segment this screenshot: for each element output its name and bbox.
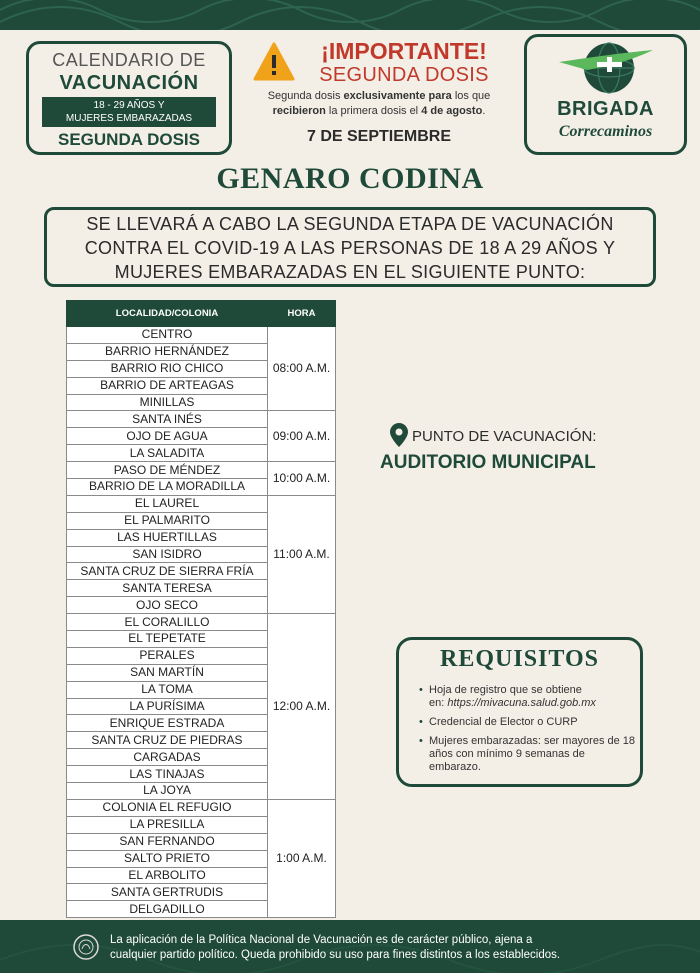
locality-cell: LAS HUERTILLAS bbox=[67, 529, 268, 546]
locality-cell: LAS TINAJAS bbox=[67, 766, 268, 783]
table-row bbox=[67, 495, 336, 512]
locality-cell: SANTA CRUZ DE SIERRA FRÍA bbox=[67, 563, 268, 580]
band-pattern bbox=[0, 0, 700, 30]
locality-cell: EL LAUREL bbox=[67, 495, 268, 512]
brigada-logo-box bbox=[524, 34, 687, 155]
locality-cell: ENRIQUE ESTRADA bbox=[67, 715, 268, 732]
desc-emphasis: recibieron bbox=[272, 105, 326, 117]
desc-part: los que bbox=[451, 90, 491, 102]
time-cell: 1:00 A.M. bbox=[268, 799, 336, 917]
requirement-text: Credencial de Elector o CURP bbox=[429, 716, 578, 728]
footer-line1: La aplicación de la Política Nacional de Vacunación es de carácter público, ajena a bbox=[110, 934, 533, 946]
time-cell: 09:00 A.M. bbox=[268, 411, 336, 462]
locality-cell: SANTA CRUZ DE PIEDRAS bbox=[67, 732, 268, 749]
locality-cell: PASO DE MÉNDEZ bbox=[67, 462, 268, 479]
brigada-subtitle: Correcaminos bbox=[558, 123, 653, 140]
requirement-item bbox=[419, 735, 637, 774]
important-title: ¡IMPORTANTE! bbox=[321, 38, 487, 64]
table-row bbox=[67, 411, 336, 428]
locality-cell: CENTRO bbox=[67, 327, 268, 344]
locality-cell: OJO DE AGUA bbox=[67, 428, 268, 445]
map-pin-icon bbox=[390, 423, 408, 447]
column-header-locality: LOCALIDAD/COLONIA bbox=[67, 301, 268, 327]
brigada-correcaminos-logo bbox=[557, 40, 657, 96]
locality-cell: MINILLAS bbox=[67, 394, 268, 411]
locality-cell: BARRIO RIO CHICO bbox=[67, 360, 268, 377]
column-header-time: HORA bbox=[268, 301, 336, 327]
locality-cell: EL PALMARITO bbox=[67, 512, 268, 529]
table-row bbox=[67, 799, 336, 816]
desc-emphasis: exclusivamente para bbox=[343, 90, 452, 102]
second-dose-date: 7 DE SEPTIEMBRE bbox=[306, 128, 452, 145]
locality-cell: BARRIO DE LA MORADILLA bbox=[67, 479, 268, 496]
locality-cell: LA SALADITA bbox=[67, 445, 268, 462]
locality-cell: BARRIO HERNÁNDEZ bbox=[67, 343, 268, 360]
requirements-box bbox=[396, 637, 643, 787]
government-seal-icon bbox=[72, 933, 100, 961]
locality-cell: DELGADILLO bbox=[67, 901, 268, 918]
important-subtitle: SEGUNDA DOSIS bbox=[319, 64, 489, 86]
time-cell: 08:00 A.M. bbox=[268, 327, 336, 411]
locality-cell: SAN MARTÍN bbox=[67, 664, 268, 681]
first-dose-date: 4 de agosto bbox=[421, 105, 483, 117]
important-notice bbox=[244, 38, 514, 146]
top-decorative-band bbox=[0, 0, 700, 30]
locality-cell: COLONIA EL REFUGIO bbox=[67, 799, 268, 816]
locality-cell: SAN ISIDRO bbox=[67, 546, 268, 563]
age-group-line1: 18 - 29 AÑOS Y bbox=[93, 100, 165, 111]
locality-cell: OJO SECO bbox=[67, 597, 268, 614]
notice-line2: CONTRA EL COVID-19 A LAS PERSONAS DE 18 A 29 AÑOS Y bbox=[84, 238, 616, 258]
desc-part: . bbox=[482, 105, 486, 117]
locality-cell: SALTO PRIETO bbox=[67, 850, 268, 867]
table-row bbox=[67, 327, 336, 344]
locality-cell: LA PURÍSIMA bbox=[67, 698, 268, 715]
locality-cell: EL TEPETATE bbox=[67, 631, 268, 648]
locality-cell: LA TOMA bbox=[67, 681, 268, 698]
table-row bbox=[67, 614, 336, 631]
locality-cell: EL CORALILLO bbox=[67, 614, 268, 631]
desc-part: la primera dosis el bbox=[325, 105, 422, 117]
schedule-table-body bbox=[67, 327, 336, 918]
brigada-title: BRIGADA bbox=[557, 98, 654, 120]
requirement-text: Mujeres embarazadas: ser mayores de 18 años con mínimo 9 semanas de embarazo. bbox=[429, 735, 636, 773]
calendar-title-box bbox=[26, 41, 232, 155]
time-cell: 11:00 A.M. bbox=[268, 495, 336, 613]
requirement-item bbox=[419, 684, 637, 710]
calendar-title-line1: CALENDARIO DE bbox=[52, 50, 206, 70]
registration-url-link[interactable]: https://mivacuna.salud.gob.mx bbox=[447, 697, 596, 709]
time-cell: 12:00 A.M. bbox=[268, 614, 336, 800]
footer-line2: cualquier partido político. Queda prohibido su uso para fines distintos a los establecidos. bbox=[110, 949, 561, 961]
requirement-text: Hoja de registro que se obtiene bbox=[429, 684, 582, 696]
age-group-line2: MUJERES EMBARAZADAS bbox=[65, 113, 193, 124]
calendar-title-line2: VACUNACIÓN bbox=[59, 72, 199, 94]
notice-line3: MUJERES EMBARAZADAS EN EL SIGUIENTE PUNTO: bbox=[114, 262, 586, 282]
municipality-title: GENARO CODINA bbox=[216, 162, 484, 195]
locality-cell: SAN FERNANDO bbox=[67, 833, 268, 850]
requirement-item bbox=[419, 716, 637, 729]
warning-icon bbox=[253, 42, 295, 82]
notice-line1: SE LLEVARÁ A CABO LA SEGUNDA ETAPA DE VACUNACIÓN bbox=[86, 214, 614, 234]
requirements-title: REQUISITOS bbox=[440, 646, 599, 672]
vaccination-point-label: PUNTO DE VACUNACIÓN: bbox=[412, 428, 597, 445]
age-group-strip bbox=[42, 97, 216, 127]
desc-part: Segunda dosis bbox=[267, 90, 344, 102]
requirement-text: en: bbox=[429, 697, 448, 709]
locality-cell: CARGADAS bbox=[67, 749, 268, 766]
locality-cell: LA JOYA bbox=[67, 783, 268, 800]
table-row bbox=[67, 462, 336, 479]
locality-cell: PERALES bbox=[67, 647, 268, 664]
requirements-list bbox=[419, 684, 637, 780]
vaccination-notice bbox=[44, 207, 656, 287]
locality-cell: LA PRESILLA bbox=[67, 816, 268, 833]
schedule-table bbox=[66, 300, 336, 918]
time-cell: 10:00 A.M. bbox=[268, 462, 336, 496]
footer-disclaimer bbox=[110, 933, 670, 963]
locality-cell: BARRIO DE ARTEAGAS bbox=[67, 377, 268, 394]
vaccination-point-name: AUDITORIO MUNICIPAL bbox=[380, 452, 596, 473]
dose-label: SEGUNDA DOSIS bbox=[57, 130, 200, 149]
locality-cell: SANTA TERESA bbox=[67, 580, 268, 597]
locality-cell: SANTA INÉS bbox=[67, 411, 268, 428]
locality-cell: EL ARBOLITO bbox=[67, 867, 268, 884]
important-description bbox=[244, 89, 514, 119]
locality-cell: SANTA GERTRUDIS bbox=[67, 884, 268, 901]
table-header-row bbox=[67, 301, 336, 327]
